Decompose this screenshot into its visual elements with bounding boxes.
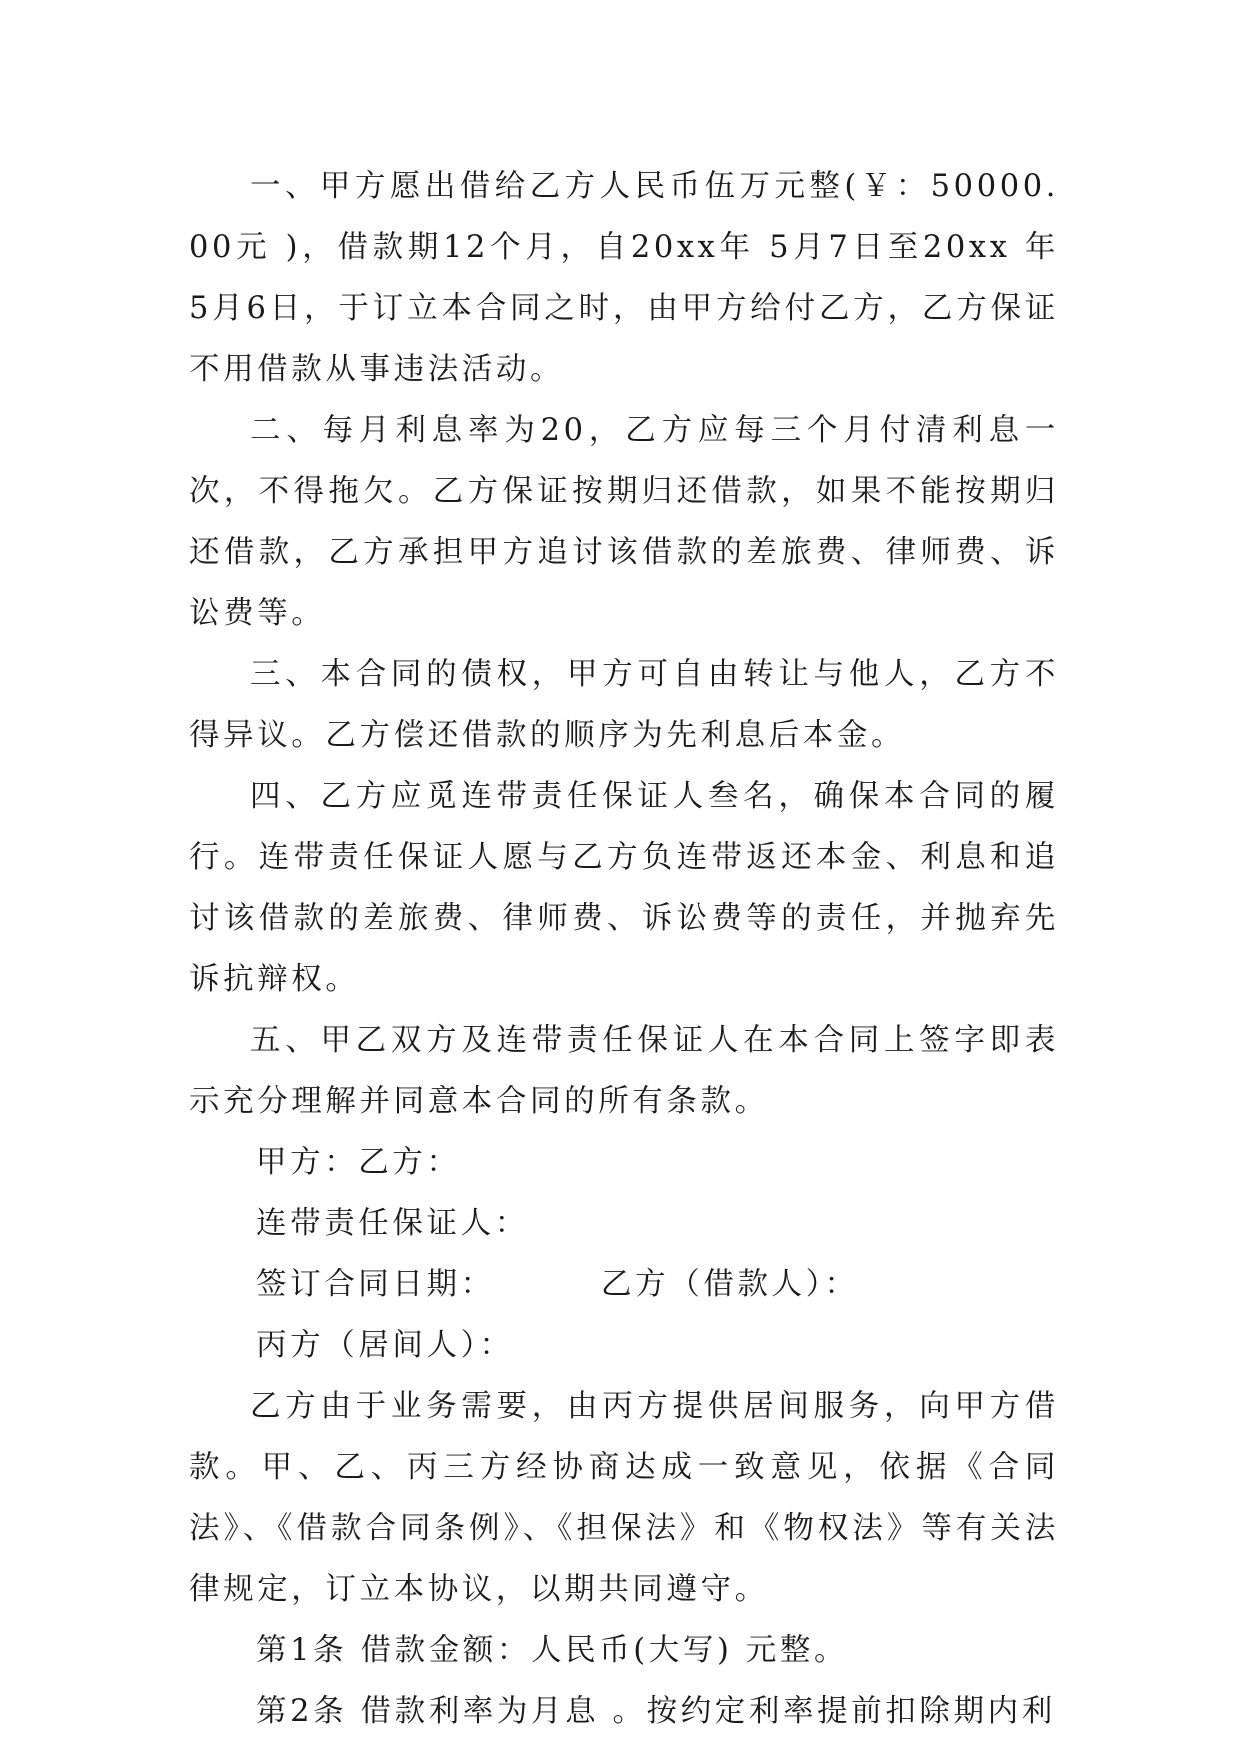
signature-parties: 甲方：乙方： — [256, 1145, 461, 1180]
preamble: 乙方由于业务需要，由丙方提供居间服务，向甲方借款。甲、乙、丙三方经协商达成一致意见，依据《合同法》、《借款合同条例》、《担保法》和《物权法》等有关法律规定，订立本协议，以期共同遵守。 — [189, 1389, 1059, 1607]
document-body — [189, 156, 1059, 1742]
article-1: 第1条 借款金额：人民币(大写) 元整。 — [256, 1633, 849, 1668]
article-2: 第2条 借款利率为月息 。按约定利率提前扣除期内利 — [256, 1694, 1056, 1729]
signature-intermediary: 丙方（居间人）： — [256, 1328, 514, 1363]
signature-date: 签订合同日期： 乙方（借款人）： — [256, 1267, 859, 1302]
signature-guarantor: 连带责任保证人： — [256, 1206, 529, 1241]
clause-2: 二、每月利息率为20，乙方应每三个月付清利息一次，不得拖欠。乙方保证按期归还借款，如果不能按期归还借款，乙方承担甲方追讨该借款的差旅费、律师费、诉讼费等。 — [189, 413, 1059, 631]
clause-1: 一、甲方愿出借给乙方人民币伍万元整(￥：50000.00元 )，借款期12个月，自20xx年 5月7日至20xx 年 5月6日，于订立本合同之时，由甲方给付乙方，乙方保证不用借款从事违法活动。 — [189, 169, 1059, 387]
clause-5: 五、甲乙双方及连带责任保证人在本合同上签字即表示充分理解并同意本合同的所有条款。 — [189, 1023, 1059, 1119]
clause-3: 三、本合同的债权，甲方可自由转让与他人，乙方不得异议。乙方偿还借款的顺序为先利息后本金。 — [189, 657, 1059, 753]
clause-4: 四、乙方应觅连带责任保证人叁名，确保本合同的履行。连带责任保证人愿与乙方负连带返还本金、利息和追讨该借款的差旅费、律师费、诉讼费等的责任，并抛弃先诉抗辩权。 — [189, 779, 1059, 997]
